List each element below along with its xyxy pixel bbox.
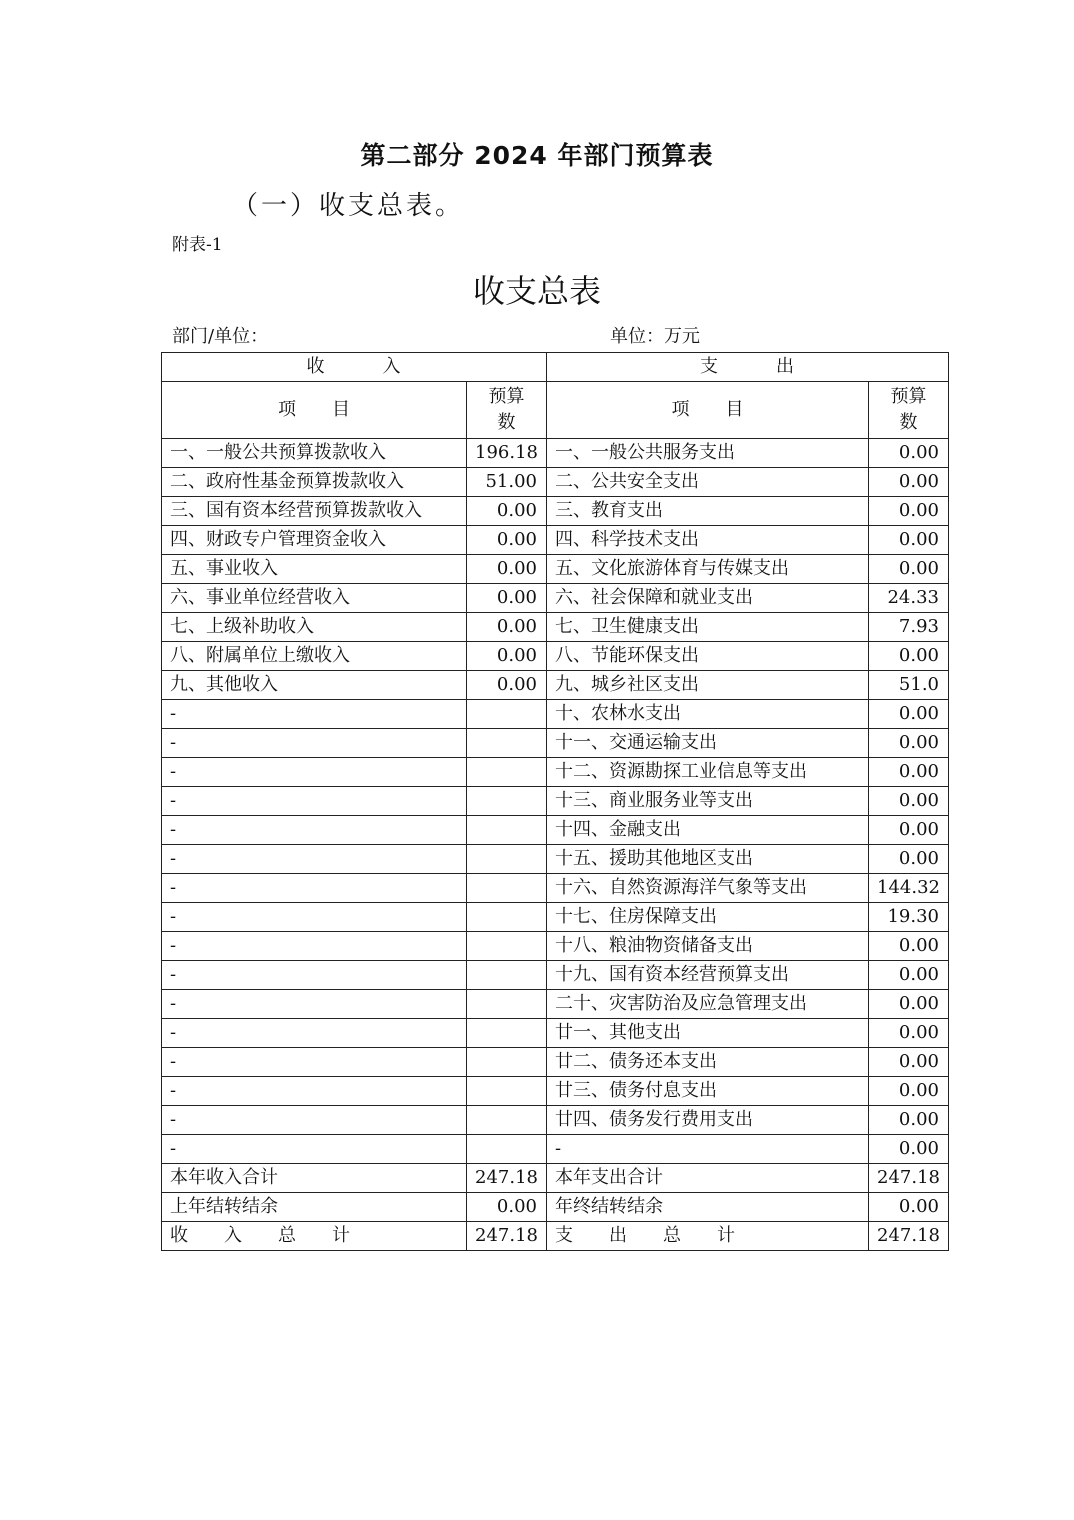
table-row [162, 845, 949, 874]
income-item-cell: 五、事业收入 [162, 555, 467, 584]
income-value-cell: 51.00 [467, 468, 547, 497]
expense-value-cell: 0.00 [869, 758, 949, 787]
expense-item-cell: 十五、援助其他地区支出 [547, 845, 869, 874]
table-row [162, 874, 949, 903]
income-item-cell: - [162, 961, 467, 990]
budget-header-line2: 数 [497, 412, 516, 433]
expense-value-cell: 0.00 [869, 1077, 949, 1106]
expense-value-cell: 0.00 [869, 961, 949, 990]
expense-item-cell: 十二、资源勘探工业信息等支出 [547, 758, 869, 787]
expense-item-cell: 七、卫生健康支出 [547, 613, 869, 642]
income-value-cell [467, 874, 547, 903]
table-row [162, 1048, 949, 1077]
table-row [162, 1222, 949, 1251]
income-item-cell: - [162, 816, 467, 845]
income-item-header: 项 目 [162, 382, 467, 439]
income-group-header: 收 入 [162, 353, 547, 382]
expense-item-cell: 三、教育支出 [547, 497, 869, 526]
income-value-cell: 0.00 [467, 671, 547, 700]
expense-item-cell: 十七、住房保障支出 [547, 903, 869, 932]
expense-value-cell: 247.18 [869, 1164, 949, 1193]
expense-value-cell: 51.0 [869, 671, 949, 700]
budget-summary-table [161, 352, 949, 1251]
table-title: 收支总表 [472, 272, 601, 310]
income-item-cell: - [162, 1048, 467, 1077]
income-item-cell: 三、国有资本经营预算拨款收入 [162, 497, 467, 526]
table-row [162, 555, 949, 584]
expense-item-cell: 六、社会保障和就业支出 [547, 584, 869, 613]
expense-budget-header [869, 382, 949, 439]
table-row [162, 903, 949, 932]
income-value-cell: 0.00 [467, 497, 547, 526]
income-budget-header [467, 382, 547, 439]
income-value-cell: 247.18 [467, 1164, 547, 1193]
income-item-cell: - [162, 1019, 467, 1048]
table-row [162, 439, 949, 468]
table-row [162, 1106, 949, 1135]
expense-value-cell: 0.00 [869, 845, 949, 874]
expense-value-cell: 0.00 [869, 1135, 949, 1164]
expense-value-cell: 0.00 [869, 816, 949, 845]
income-item-cell: 九、其他收入 [162, 671, 467, 700]
income-item-cell: - [162, 845, 467, 874]
table-row [162, 729, 949, 758]
expense-value-cell: 24.33 [869, 584, 949, 613]
budget-header-line2: 数 [899, 412, 918, 433]
income-item-cell: 八、附属单位上缴收入 [162, 642, 467, 671]
expense-value-cell: 0.00 [869, 729, 949, 758]
income-value-cell: 0.00 [467, 526, 547, 555]
table-row [162, 816, 949, 845]
income-item-cell: - [162, 874, 467, 903]
expense-value-cell: 0.00 [869, 526, 949, 555]
expense-value-cell: 144.32 [869, 874, 949, 903]
income-value-cell: 196.18 [467, 439, 547, 468]
table-row [162, 1135, 949, 1164]
table-row [162, 613, 949, 642]
income-item-cell: 二、政府性基金预算拨款收入 [162, 468, 467, 497]
income-item-cell: 收 入 总 计 [162, 1222, 467, 1251]
expense-value-cell: 0.00 [869, 990, 949, 1019]
expense-value-cell: 0.00 [869, 1048, 949, 1077]
table-group-header-row [162, 353, 949, 382]
expense-item-cell: 十九、国有资本经营预算支出 [547, 961, 869, 990]
expense-item-cell: 十六、自然资源海洋气象等支出 [547, 874, 869, 903]
income-item-cell: 七、上级补助收入 [162, 613, 467, 642]
expense-item-cell: 廿四、债务发行费用支出 [547, 1106, 869, 1135]
table-row [162, 990, 949, 1019]
expense-item-cell: 十四、金融支出 [547, 816, 869, 845]
expense-item-cell: 本年支出合计 [547, 1164, 869, 1193]
income-item-cell: - [162, 729, 467, 758]
expense-value-cell: 0.00 [869, 1106, 949, 1135]
budget-header-line1: 预算 [890, 386, 927, 407]
income-value-cell: 0.00 [467, 642, 547, 671]
table-row [162, 497, 949, 526]
income-value-cell [467, 1077, 547, 1106]
expense-item-cell: 十八、粮油物资储备支出 [547, 932, 869, 961]
table-row [162, 642, 949, 671]
expense-item-cell: 廿一、其他支出 [547, 1019, 869, 1048]
expense-item-cell: 支 出 总 计 [547, 1222, 869, 1251]
income-value-cell: 0.00 [467, 555, 547, 584]
table-row [162, 526, 949, 555]
income-value-cell [467, 1135, 547, 1164]
income-item-cell: - [162, 1135, 467, 1164]
income-value-cell: 0.00 [467, 584, 547, 613]
income-item-cell: - [162, 990, 467, 1019]
unit-label: 单位：万元 [610, 326, 700, 347]
attachment-label: 附表-1 [172, 235, 223, 255]
expense-item-cell: 四、科学技术支出 [547, 526, 869, 555]
income-value-cell [467, 729, 547, 758]
expense-item-cell: 九、城乡社区支出 [547, 671, 869, 700]
income-item-cell: - [162, 1077, 467, 1106]
income-value-cell: 0.00 [467, 613, 547, 642]
table-row [162, 787, 949, 816]
income-item-cell: 本年收入合计 [162, 1164, 467, 1193]
income-item-cell: - [162, 903, 467, 932]
income-value-cell [467, 1048, 547, 1077]
income-value-cell [467, 990, 547, 1019]
expense-item-cell: 十一、交通运输支出 [547, 729, 869, 758]
expense-value-cell: 0.00 [869, 787, 949, 816]
income-value-cell [467, 903, 547, 932]
income-value-cell [467, 700, 547, 729]
income-value-cell [467, 787, 547, 816]
income-item-cell: 一、一般公共预算拨款收入 [162, 439, 467, 468]
table-row [162, 584, 949, 613]
income-item-cell: - [162, 1106, 467, 1135]
income-item-cell: - [162, 758, 467, 787]
expense-value-cell: 0.00 [869, 468, 949, 497]
table-row [162, 1019, 949, 1048]
income-value-cell [467, 932, 547, 961]
table-row [162, 1164, 949, 1193]
expense-value-cell: 247.18 [869, 1222, 949, 1251]
table-column-header-row [162, 382, 949, 439]
expense-value-cell: 0.00 [869, 642, 949, 671]
expense-item-cell: 八、节能环保支出 [547, 642, 869, 671]
income-value-cell [467, 845, 547, 874]
income-item-cell: 六、事业单位经营收入 [162, 584, 467, 613]
table-row [162, 1193, 949, 1222]
table-row [162, 1077, 949, 1106]
table-row [162, 932, 949, 961]
expense-item-header: 项 目 [547, 382, 869, 439]
section-title: （一）收支总表。 [232, 191, 465, 221]
part-title: 第二部分 2024 年部门预算表 [360, 141, 714, 170]
expense-item-cell: 二十、灾害防治及应急管理支出 [547, 990, 869, 1019]
expense-item-cell: 廿三、债务付息支出 [547, 1077, 869, 1106]
expense-value-cell: 0.00 [869, 932, 949, 961]
expense-value-cell: 0.00 [869, 555, 949, 584]
income-item-cell: 上年结转结余 [162, 1193, 467, 1222]
department-label: 部门/单位： [172, 326, 269, 347]
income-item-cell: - [162, 932, 467, 961]
income-item-cell: - [162, 787, 467, 816]
budget-header-line1: 预算 [488, 386, 525, 407]
expense-group-header: 支 出 [547, 353, 949, 382]
expense-item-cell: 五、文化旅游体育与传媒支出 [547, 555, 869, 584]
expense-item-cell: 年终结转结余 [547, 1193, 869, 1222]
expense-value-cell: 7.93 [869, 613, 949, 642]
income-value-cell [467, 816, 547, 845]
expense-value-cell: 19.30 [869, 903, 949, 932]
table-row [162, 758, 949, 787]
expense-item-cell: - [547, 1135, 869, 1164]
income-item-cell: - [162, 700, 467, 729]
table-row [162, 961, 949, 990]
expense-item-cell: 二、公共安全支出 [547, 468, 869, 497]
table-row [162, 468, 949, 497]
expense-item-cell: 廿二、债务还本支出 [547, 1048, 869, 1077]
income-value-cell [467, 758, 547, 787]
expense-item-cell: 一、一般公共服务支出 [547, 439, 869, 468]
income-item-cell: 四、财政专户管理资金收入 [162, 526, 467, 555]
income-value-cell: 0.00 [467, 1193, 547, 1222]
table-row [162, 671, 949, 700]
expense-item-cell: 十三、商业服务业等支出 [547, 787, 869, 816]
income-value-cell: 247.18 [467, 1222, 547, 1251]
expense-value-cell: 0.00 [869, 497, 949, 526]
expense-item-cell: 十、农林水支出 [547, 700, 869, 729]
income-value-cell [467, 961, 547, 990]
expense-value-cell: 0.00 [869, 1193, 949, 1222]
income-value-cell [467, 1106, 547, 1135]
expense-value-cell: 0.00 [869, 700, 949, 729]
table-row [162, 700, 949, 729]
expense-value-cell: 0.00 [869, 1019, 949, 1048]
income-value-cell [467, 1019, 547, 1048]
expense-value-cell: 0.00 [869, 439, 949, 468]
